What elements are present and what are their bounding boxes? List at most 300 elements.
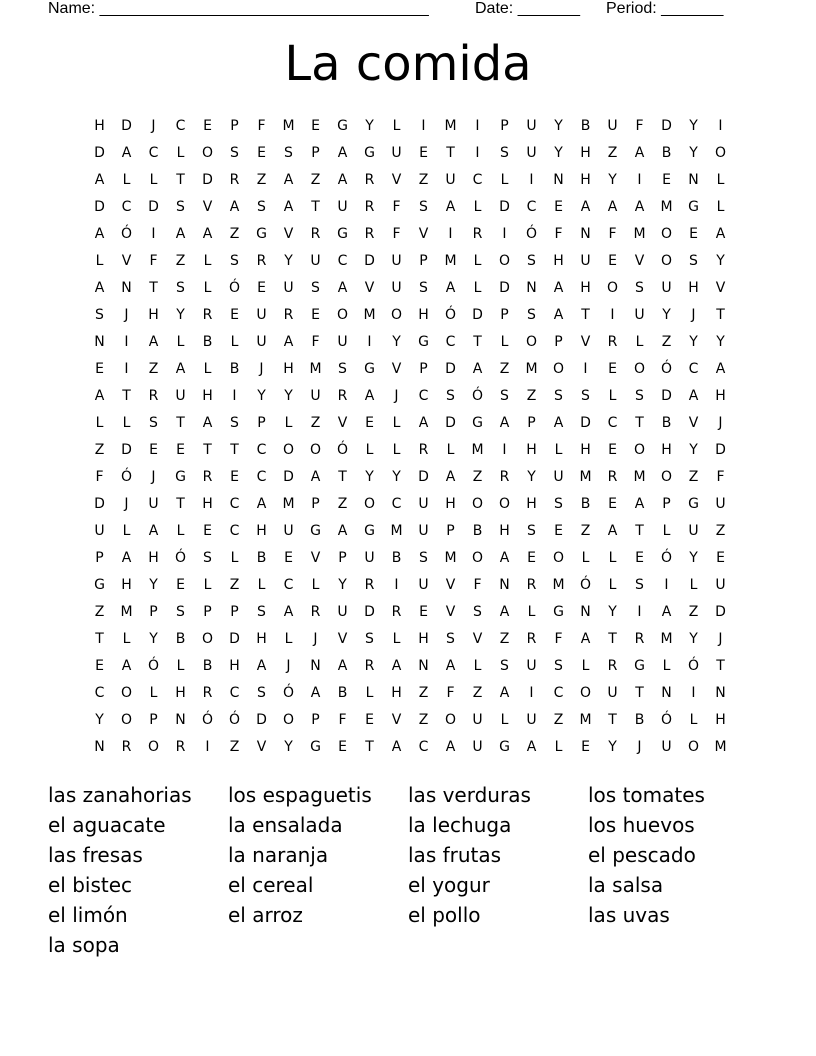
grid-letter[interactable]: E: [95, 361, 104, 377]
grid-letter[interactable]: P: [149, 712, 158, 728]
grid-letter[interactable]: E: [176, 442, 185, 458]
grid-letter[interactable]: P: [419, 253, 428, 269]
grid-letter[interactable]: S: [689, 253, 698, 269]
grid-letter[interactable]: A: [229, 199, 240, 215]
grid-letter[interactable]: L: [446, 442, 455, 458]
grid-letter[interactable]: L: [554, 739, 563, 755]
grid-letter[interactable]: E: [203, 118, 212, 134]
grid-letter[interactable]: N: [310, 658, 321, 674]
grid-letter[interactable]: P: [527, 415, 536, 431]
grid-letter[interactable]: Ó: [471, 388, 484, 404]
grid-letter[interactable]: B: [202, 334, 213, 350]
grid-letter[interactable]: O: [579, 685, 592, 701]
grid-letter[interactable]: Z: [688, 604, 699, 620]
grid-letter[interactable]: U: [391, 253, 402, 269]
grid-letter[interactable]: O: [525, 334, 538, 350]
grid-letter[interactable]: G: [364, 523, 375, 539]
grid-letter[interactable]: C: [688, 361, 699, 377]
grid-letter[interactable]: T: [446, 145, 455, 161]
grid-letter[interactable]: U: [472, 712, 483, 728]
grid-letter[interactable]: Y: [365, 118, 374, 134]
grid-letter[interactable]: R: [364, 577, 375, 593]
grid-letter[interactable]: B: [175, 631, 186, 647]
grid-letter[interactable]: L: [149, 172, 158, 188]
grid-letter[interactable]: D: [121, 442, 132, 458]
grid-letter[interactable]: G: [553, 604, 564, 620]
grid-letter[interactable]: Z: [499, 361, 510, 377]
grid-letter[interactable]: H: [526, 442, 537, 458]
grid-letter[interactable]: G: [634, 658, 645, 674]
grid-letter[interactable]: E: [419, 604, 428, 620]
grid-letter[interactable]: P: [311, 712, 320, 728]
grid-letter[interactable]: A: [337, 523, 348, 539]
grid-letter[interactable]: U: [418, 523, 429, 539]
grid-letter[interactable]: E: [284, 550, 293, 566]
grid-letter[interactable]: F: [446, 685, 455, 701]
grid-letter[interactable]: O: [201, 145, 214, 161]
grid-letter[interactable]: Y: [554, 145, 563, 161]
grid-letter[interactable]: M: [282, 118, 295, 134]
grid-letter[interactable]: A: [499, 604, 510, 620]
grid-letter[interactable]: P: [419, 361, 428, 377]
grid-letter[interactable]: V: [391, 712, 402, 728]
grid-letter[interactable]: E: [365, 415, 374, 431]
grid-letter[interactable]: A: [553, 280, 564, 296]
grid-letter[interactable]: Z: [337, 496, 348, 512]
grid-letter[interactable]: Z: [607, 145, 618, 161]
grid-letter[interactable]: P: [311, 145, 320, 161]
grid-letter[interactable]: Ó: [174, 550, 187, 566]
grid-letter[interactable]: M: [471, 442, 484, 458]
grid-letter[interactable]: Z: [661, 334, 672, 350]
grid-letter[interactable]: Y: [257, 388, 266, 404]
grid-letter[interactable]: Y: [284, 739, 293, 755]
grid-letter[interactable]: L: [203, 253, 212, 269]
grid-letter[interactable]: G: [364, 361, 375, 377]
grid-letter[interactable]: E: [662, 172, 671, 188]
grid-letter[interactable]: S: [527, 307, 536, 323]
grid-letter[interactable]: T: [608, 712, 617, 728]
grid-letter[interactable]: R: [202, 307, 213, 323]
grid-letter[interactable]: L: [95, 253, 104, 269]
grid-letter[interactable]: Z: [229, 739, 240, 755]
grid-letter[interactable]: S: [257, 685, 266, 701]
grid-letter[interactable]: T: [176, 172, 185, 188]
grid-letter[interactable]: N: [121, 280, 132, 296]
grid-letter[interactable]: Z: [148, 361, 159, 377]
grid-letter[interactable]: A: [94, 172, 105, 188]
grid-letter[interactable]: M: [660, 631, 673, 647]
grid-letter[interactable]: L: [392, 442, 401, 458]
grid-letter[interactable]: F: [554, 226, 563, 242]
grid-letter[interactable]: L: [284, 631, 293, 647]
grid-letter[interactable]: M: [444, 253, 457, 269]
grid-letter[interactable]: S: [527, 523, 536, 539]
grid-letter[interactable]: L: [392, 415, 401, 431]
grid-letter[interactable]: C: [229, 523, 240, 539]
grid-letter[interactable]: A: [661, 604, 672, 620]
grid-letter[interactable]: S: [284, 145, 293, 161]
grid-letter[interactable]: M: [633, 226, 646, 242]
grid-letter[interactable]: V: [634, 253, 645, 269]
grid-letter[interactable]: R: [229, 172, 240, 188]
grid-letter[interactable]: J: [124, 496, 129, 512]
grid-letter[interactable]: A: [256, 658, 267, 674]
grid-letter[interactable]: A: [445, 469, 456, 485]
grid-letter[interactable]: O: [309, 442, 322, 458]
grid-letter[interactable]: P: [500, 307, 509, 323]
grid-letter[interactable]: U: [337, 604, 348, 620]
grid-letter[interactable]: D: [229, 631, 240, 647]
grid-letter[interactable]: V: [688, 415, 699, 431]
grid-letter[interactable]: S: [473, 604, 482, 620]
grid-letter[interactable]: A: [634, 496, 645, 512]
grid-letter[interactable]: S: [176, 280, 185, 296]
grid-letter[interactable]: Z: [229, 577, 240, 593]
grid-letter[interactable]: A: [445, 280, 456, 296]
grid-letter[interactable]: C: [256, 469, 267, 485]
grid-letter[interactable]: R: [121, 739, 132, 755]
grid-letter[interactable]: L: [203, 361, 212, 377]
grid-letter[interactable]: I: [691, 685, 696, 701]
grid-letter[interactable]: R: [526, 577, 537, 593]
grid-letter[interactable]: Ó: [147, 658, 160, 674]
grid-letter[interactable]: O: [120, 685, 133, 701]
grid-letter[interactable]: C: [607, 415, 618, 431]
grid-letter[interactable]: H: [661, 442, 672, 458]
grid-letter[interactable]: L: [473, 199, 482, 215]
grid-letter[interactable]: G: [499, 739, 510, 755]
grid-letter[interactable]: P: [311, 496, 320, 512]
grid-letter[interactable]: A: [283, 334, 294, 350]
grid-letter[interactable]: A: [175, 226, 186, 242]
grid-letter[interactable]: A: [634, 145, 645, 161]
grid-letter[interactable]: N: [94, 334, 105, 350]
grid-letter[interactable]: N: [580, 226, 591, 242]
grid-letter[interactable]: P: [500, 118, 509, 134]
grid-letter[interactable]: A: [94, 388, 105, 404]
grid-letter[interactable]: Y: [284, 253, 293, 269]
grid-letter[interactable]: B: [580, 496, 591, 512]
grid-letter[interactable]: U: [715, 577, 726, 593]
grid-letter[interactable]: N: [580, 604, 591, 620]
grid-letter[interactable]: U: [526, 118, 537, 134]
grid-letter[interactable]: C: [472, 172, 483, 188]
grid-letter[interactable]: A: [634, 199, 645, 215]
grid-letter[interactable]: I: [151, 226, 156, 242]
grid-letter[interactable]: V: [580, 334, 591, 350]
grid-letter[interactable]: H: [202, 496, 213, 512]
grid-letter[interactable]: S: [230, 145, 239, 161]
grid-letter[interactable]: A: [715, 226, 726, 242]
grid-letter[interactable]: L: [122, 172, 131, 188]
grid-letter[interactable]: J: [124, 307, 129, 323]
grid-letter[interactable]: M: [444, 550, 457, 566]
grid-letter[interactable]: Y: [95, 712, 104, 728]
grid-letter[interactable]: D: [715, 604, 726, 620]
grid-letter[interactable]: V: [310, 550, 321, 566]
grid-letter[interactable]: A: [94, 226, 105, 242]
grid-letter[interactable]: E: [257, 280, 266, 296]
grid-letter[interactable]: R: [607, 658, 618, 674]
grid-letter[interactable]: I: [475, 118, 480, 134]
grid-letter[interactable]: T: [176, 415, 185, 431]
grid-letter[interactable]: G: [256, 226, 267, 242]
grid-letter[interactable]: D: [472, 307, 483, 323]
grid-letter[interactable]: V: [283, 226, 294, 242]
grid-letter[interactable]: Z: [229, 226, 240, 242]
grid-letter[interactable]: V: [472, 631, 483, 647]
grid-letter[interactable]: E: [230, 307, 239, 323]
grid-letter[interactable]: T: [176, 496, 185, 512]
grid-letter[interactable]: S: [635, 388, 644, 404]
grid-letter[interactable]: L: [230, 550, 239, 566]
grid-letter[interactable]: U: [472, 739, 483, 755]
grid-letter[interactable]: E: [689, 226, 698, 242]
grid-letter[interactable]: U: [526, 145, 537, 161]
grid-letter[interactable]: E: [176, 577, 185, 593]
grid-letter[interactable]: Y: [716, 334, 725, 350]
grid-letter[interactable]: B: [634, 712, 645, 728]
grid-letter[interactable]: I: [664, 577, 669, 593]
grid-letter[interactable]: H: [715, 388, 726, 404]
grid-letter[interactable]: R: [310, 604, 321, 620]
grid-letter[interactable]: S: [419, 550, 428, 566]
grid-letter[interactable]: J: [394, 388, 399, 404]
grid-letter[interactable]: M: [525, 361, 538, 377]
grid-letter[interactable]: Y: [689, 118, 698, 134]
grid-letter[interactable]: H: [445, 496, 456, 512]
grid-letter[interactable]: L: [284, 415, 293, 431]
grid-letter[interactable]: C: [283, 577, 294, 593]
grid-letter[interactable]: M: [363, 307, 376, 323]
grid-letter[interactable]: Z: [175, 253, 186, 269]
grid-letter[interactable]: D: [364, 604, 375, 620]
grid-letter[interactable]: U: [661, 280, 672, 296]
grid-letter[interactable]: D: [499, 199, 510, 215]
grid-letter[interactable]: E: [581, 739, 590, 755]
grid-letter[interactable]: C: [175, 118, 186, 134]
grid-letter[interactable]: E: [608, 361, 617, 377]
grid-letter[interactable]: C: [148, 145, 159, 161]
grid-letter[interactable]: Z: [580, 523, 591, 539]
grid-letter[interactable]: I: [637, 604, 642, 620]
grid-letter[interactable]: F: [95, 469, 104, 485]
grid-letter[interactable]: R: [202, 469, 213, 485]
grid-letter[interactable]: D: [661, 388, 672, 404]
grid-letter[interactable]: A: [148, 334, 159, 350]
grid-letter[interactable]: D: [94, 496, 105, 512]
grid-letter[interactable]: R: [310, 226, 321, 242]
grid-letter[interactable]: D: [148, 199, 159, 215]
grid-letter[interactable]: C: [553, 685, 564, 701]
grid-letter[interactable]: V: [337, 415, 348, 431]
grid-letter[interactable]: Z: [472, 469, 483, 485]
grid-letter[interactable]: L: [365, 442, 374, 458]
grid-letter[interactable]: G: [418, 334, 429, 350]
grid-letter[interactable]: G: [94, 577, 105, 593]
grid-letter[interactable]: M: [309, 361, 322, 377]
grid-letter[interactable]: C: [526, 199, 537, 215]
grid-letter[interactable]: D: [94, 199, 105, 215]
grid-letter[interactable]: R: [364, 226, 375, 242]
grid-letter[interactable]: C: [418, 388, 429, 404]
grid-letter[interactable]: A: [499, 685, 510, 701]
grid-letter[interactable]: O: [606, 280, 619, 296]
grid-letter[interactable]: H: [148, 307, 159, 323]
grid-letter[interactable]: V: [445, 604, 456, 620]
grid-letter[interactable]: S: [338, 361, 347, 377]
grid-letter[interactable]: E: [554, 523, 563, 539]
grid-letter[interactable]: U: [526, 712, 537, 728]
grid-letter[interactable]: A: [499, 550, 510, 566]
grid-letter[interactable]: S: [311, 280, 320, 296]
grid-letter[interactable]: A: [391, 658, 402, 674]
grid-letter[interactable]: R: [364, 172, 375, 188]
grid-letter[interactable]: S: [230, 253, 239, 269]
grid-letter[interactable]: R: [634, 631, 645, 647]
grid-letter[interactable]: J: [259, 361, 264, 377]
grid-letter[interactable]: T: [149, 280, 158, 296]
grid-letter[interactable]: U: [418, 577, 429, 593]
grid-letter[interactable]: T: [311, 199, 320, 215]
grid-letter[interactable]: R: [607, 334, 618, 350]
grid-letter[interactable]: M: [282, 496, 295, 512]
grid-letter[interactable]: A: [202, 226, 213, 242]
grid-letter[interactable]: Y: [689, 334, 698, 350]
grid-letter[interactable]: A: [94, 280, 105, 296]
grid-letter[interactable]: P: [662, 496, 671, 512]
grid-letter[interactable]: A: [121, 550, 132, 566]
grid-letter[interactable]: Y: [149, 631, 158, 647]
grid-letter[interactable]: T: [338, 469, 347, 485]
grid-letter[interactable]: H: [580, 442, 591, 458]
grid-letter[interactable]: L: [500, 172, 509, 188]
grid-letter[interactable]: V: [337, 631, 348, 647]
date-field[interactable]: Date: _______: [475, 0, 580, 17]
grid-letter[interactable]: F: [716, 469, 725, 485]
grid-letter[interactable]: S: [176, 604, 185, 620]
grid-letter[interactable]: Y: [608, 172, 617, 188]
grid-letter[interactable]: Y: [284, 388, 293, 404]
grid-letter[interactable]: F: [608, 226, 617, 242]
grid-letter[interactable]: U: [607, 118, 618, 134]
grid-letter[interactable]: I: [718, 118, 723, 134]
grid-letter[interactable]: L: [689, 712, 698, 728]
grid-letter[interactable]: A: [148, 523, 159, 539]
grid-letter[interactable]: L: [662, 523, 671, 539]
grid-letter[interactable]: Y: [176, 307, 185, 323]
grid-letter[interactable]: E: [257, 145, 266, 161]
grid-letter[interactable]: H: [526, 496, 537, 512]
grid-letter[interactable]: D: [283, 469, 294, 485]
grid-letter[interactable]: H: [418, 631, 429, 647]
grid-letter[interactable]: H: [499, 523, 510, 539]
grid-letter[interactable]: I: [448, 226, 453, 242]
grid-letter[interactable]: T: [635, 415, 644, 431]
grid-letter[interactable]: P: [230, 604, 239, 620]
grid-letter[interactable]: T: [203, 442, 212, 458]
grid-letter[interactable]: S: [635, 280, 644, 296]
grid-letter[interactable]: Z: [526, 388, 537, 404]
grid-letter[interactable]: O: [660, 226, 673, 242]
grid-letter[interactable]: B: [202, 658, 213, 674]
grid-letter[interactable]: P: [257, 415, 266, 431]
grid-letter[interactable]: U: [283, 523, 294, 539]
grid-letter[interactable]: Ó: [444, 307, 457, 323]
grid-letter[interactable]: F: [392, 226, 401, 242]
grid-letter[interactable]: B: [580, 118, 591, 134]
grid-letter[interactable]: R: [256, 253, 267, 269]
grid-letter[interactable]: D: [418, 469, 429, 485]
grid-letter[interactable]: U: [364, 550, 375, 566]
grid-letter[interactable]: E: [149, 442, 158, 458]
grid-letter[interactable]: V: [256, 739, 267, 755]
grid-letter[interactable]: G: [688, 199, 699, 215]
grid-letter[interactable]: A: [175, 361, 186, 377]
grid-letter[interactable]: R: [175, 739, 186, 755]
grid-letter[interactable]: Ó: [228, 280, 241, 296]
grid-letter[interactable]: A: [580, 199, 591, 215]
grid-letter[interactable]: M: [660, 199, 673, 215]
grid-letter[interactable]: O: [471, 550, 484, 566]
grid-letter[interactable]: I: [475, 145, 480, 161]
grid-letter[interactable]: A: [121, 145, 132, 161]
grid-letter[interactable]: H: [418, 307, 429, 323]
grid-letter[interactable]: E: [230, 469, 239, 485]
grid-letter[interactable]: A: [256, 496, 267, 512]
grid-letter[interactable]: U: [391, 280, 402, 296]
grid-letter[interactable]: O: [552, 550, 565, 566]
grid-letter[interactable]: S: [446, 631, 455, 647]
grid-letter[interactable]: H: [580, 172, 591, 188]
grid-letter[interactable]: D: [715, 442, 726, 458]
grid-letter[interactable]: S: [419, 199, 428, 215]
grid-letter[interactable]: H: [148, 550, 159, 566]
grid-letter[interactable]: C: [256, 442, 267, 458]
grid-letter[interactable]: C: [94, 685, 105, 701]
grid-letter[interactable]: J: [718, 415, 723, 431]
grid-letter[interactable]: N: [499, 577, 510, 593]
grid-letter[interactable]: M: [390, 523, 403, 539]
grid-letter[interactable]: Z: [688, 469, 699, 485]
grid-letter[interactable]: Z: [472, 685, 483, 701]
grid-letter[interactable]: R: [499, 469, 510, 485]
grid-letter[interactable]: Ó: [282, 685, 295, 701]
grid-letter[interactable]: D: [580, 415, 591, 431]
grid-letter[interactable]: Y: [689, 550, 698, 566]
grid-letter[interactable]: A: [310, 685, 321, 701]
grid-letter[interactable]: U: [310, 253, 321, 269]
grid-letter[interactable]: A: [553, 307, 564, 323]
grid-letter[interactable]: I: [502, 442, 507, 458]
grid-letter[interactable]: A: [445, 739, 456, 755]
grid-letter[interactable]: C: [229, 496, 240, 512]
grid-letter[interactable]: Y: [689, 442, 698, 458]
grid-letter[interactable]: U: [310, 388, 321, 404]
grid-letter[interactable]: U: [283, 280, 294, 296]
grid-letter[interactable]: L: [662, 658, 671, 674]
grid-letter[interactable]: T: [716, 307, 725, 323]
grid-letter[interactable]: L: [635, 334, 644, 350]
grid-letter[interactable]: S: [554, 658, 563, 674]
grid-letter[interactable]: M: [579, 712, 592, 728]
grid-letter[interactable]: J: [151, 469, 156, 485]
grid-letter[interactable]: N: [526, 280, 537, 296]
grid-letter[interactable]: T: [95, 631, 104, 647]
grid-letter[interactable]: U: [580, 253, 591, 269]
grid-letter[interactable]: E: [608, 253, 617, 269]
